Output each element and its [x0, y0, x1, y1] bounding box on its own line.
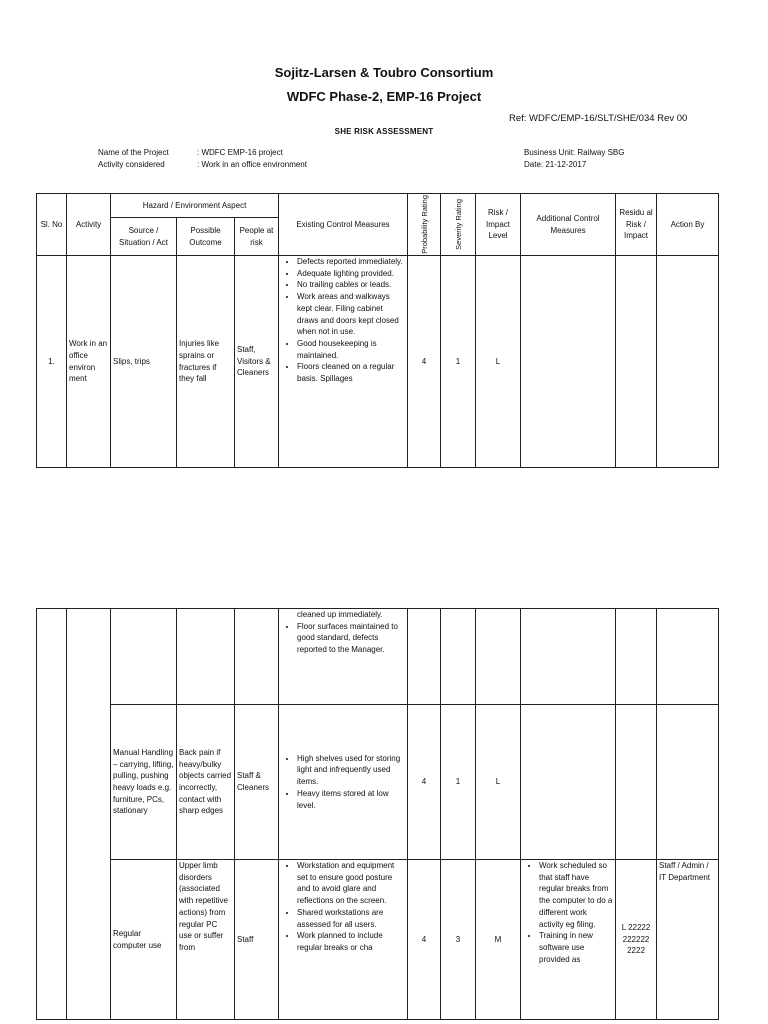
document-title: SHE RISK ASSESSMENT: [334, 127, 434, 136]
cont-action-by: [657, 609, 719, 705]
activity-label: Activity considered: [98, 160, 165, 169]
col-hazard-group: Hazard / Environment Aspect: [111, 194, 279, 218]
row1-people: Staff, Visitors & Cleaners: [235, 256, 279, 468]
control-item: • Heavy items stored at low level.: [297, 788, 405, 811]
control-item: • Adequate lighting provided.: [297, 268, 405, 280]
row3-risk: M: [476, 860, 521, 1020]
row2-severity: 1: [441, 705, 476, 860]
cont-activity: [67, 609, 111, 1020]
control-item: • Work areas and walkways kept clear. Filing cabinet draws and doors kept closed when not in use.: [297, 291, 405, 338]
additional-item: • Work scheduled so that staff have regular breaks from the computer to do a different work activity eg filing.: [539, 860, 613, 930]
control-item: • Floor surfaces maintained to good standard, defects reported to the Manager.: [297, 621, 405, 656]
col-outcome: Possible Outcome: [177, 218, 235, 256]
row3-existing-controls: [279, 860, 408, 1020]
project-value: : WDFC EMP-16 project: [197, 148, 283, 157]
col-action-by: Action By: [657, 194, 719, 256]
col-sl-no: Sl. No: [37, 194, 67, 256]
row1-residual: [616, 256, 657, 468]
control-item: • Work planned to include regular breaks or cha: [297, 930, 405, 953]
col-probability-label: Probability Rating: [419, 195, 429, 254]
row1-sl: 1.: [37, 256, 67, 468]
reference-number: Ref: WDFC/EMP-16/SLT/SHE/034 Rev 00: [509, 113, 688, 124]
row2-outcome: Back pain if heavy/bulky objects carried incorrectly, contact with sharp edges: [177, 705, 235, 860]
row1-action-by: [657, 256, 719, 468]
risk-table-part-1: [36, 193, 719, 468]
row1-outcome: Injuries like sprains or fractures if they fall: [177, 256, 235, 468]
row3-outcome: Upper limb disorders (associated with repetitive actions) from regular PC use or suffer from: [177, 860, 235, 1020]
control-item: • No trailing cables or leads.: [297, 279, 405, 291]
col-probability: [408, 194, 441, 256]
control-item: • Workstation and equipment set to ensure good posture and to avoid glare and reflections on the screen.: [297, 860, 405, 907]
row3-action-by: Staff / Admin / IT Department: [657, 860, 719, 1020]
document-date: Date: 21-12-2017: [524, 160, 587, 169]
row2-existing-controls: [279, 705, 408, 860]
project-label: Name of the Project: [98, 148, 169, 157]
col-residual-risk: Residu al Risk / Impact: [616, 194, 657, 256]
row1-risk: L: [476, 256, 521, 468]
col-source: Source / Situation / Act: [111, 218, 177, 256]
cont-people: [235, 609, 279, 705]
row1-probability: 4: [408, 256, 441, 468]
row3-probability: 4: [408, 860, 441, 1020]
risk-table-part-2: [36, 608, 719, 1020]
row2-additional: [521, 705, 616, 860]
row1-source: Slips, trips: [111, 256, 177, 468]
row1-existing-controls: [279, 256, 408, 468]
business-unit: Business Unit: Railway SBG: [524, 148, 625, 157]
cont-probability: [408, 609, 441, 705]
row1-activity: Work in an office environ ment: [67, 256, 111, 468]
row3-additional: [521, 860, 616, 1020]
col-people: People at risk: [235, 218, 279, 256]
row2-action-by: [657, 705, 719, 860]
row2-people: Staff & Cleaners: [235, 705, 279, 860]
cont-residual: [616, 609, 657, 705]
col-severity: [441, 194, 476, 256]
control-item: • Defects reported immediately.: [297, 256, 405, 268]
control-item: • Good housekeeping is maintained.: [297, 338, 405, 361]
row1-severity: 1: [441, 256, 476, 468]
col-severity-label: Severity Rating: [453, 199, 463, 250]
row3-residual: L 22222 222222 2222: [616, 860, 657, 1020]
control-item: • High shelves used for storing light and infrequently used items.: [297, 753, 405, 788]
cont-source: [111, 609, 177, 705]
cont-severity: [441, 609, 476, 705]
activity-value: : Work in an office environment: [197, 160, 307, 169]
company-name: Sojitz-Larsen & Toubro Consortium: [274, 65, 494, 80]
cont-sl: [37, 609, 67, 1020]
col-existing-controls: Existing Control Measures: [279, 194, 408, 256]
row2-residual: [616, 705, 657, 860]
additional-item: • Training in new software use provided as: [539, 930, 613, 965]
row2-probability: 4: [408, 705, 441, 860]
col-activity: Activity: [67, 194, 111, 256]
cont-outcome: [177, 609, 235, 705]
row3-severity: 3: [441, 860, 476, 1020]
project-title: WDFC Phase-2, EMP-16 Project: [286, 89, 482, 104]
cont-risk: [476, 609, 521, 705]
cont-additional: [521, 609, 616, 705]
row2-risk: L: [476, 705, 521, 860]
row1-cont-controls: [279, 609, 408, 705]
control-continued: cleaned up immediately.: [297, 610, 383, 619]
row2-source: Manual Handling – carrying, lifting, pulling, pushing heavy loads e.g. furniture, PCs, stationary: [111, 705, 177, 860]
row1-additional: [521, 256, 616, 468]
control-item: • Floors cleaned on a regular basis. Spillages: [297, 361, 405, 384]
control-item: • Shared workstations are assessed for all users.: [297, 907, 405, 930]
row3-people: Staff: [235, 860, 279, 1020]
col-risk-level: Risk / Impact Level: [476, 194, 521, 256]
row3-source: Regular computer use: [111, 860, 177, 1020]
col-additional-controls: Additional Control Measures: [521, 194, 616, 256]
